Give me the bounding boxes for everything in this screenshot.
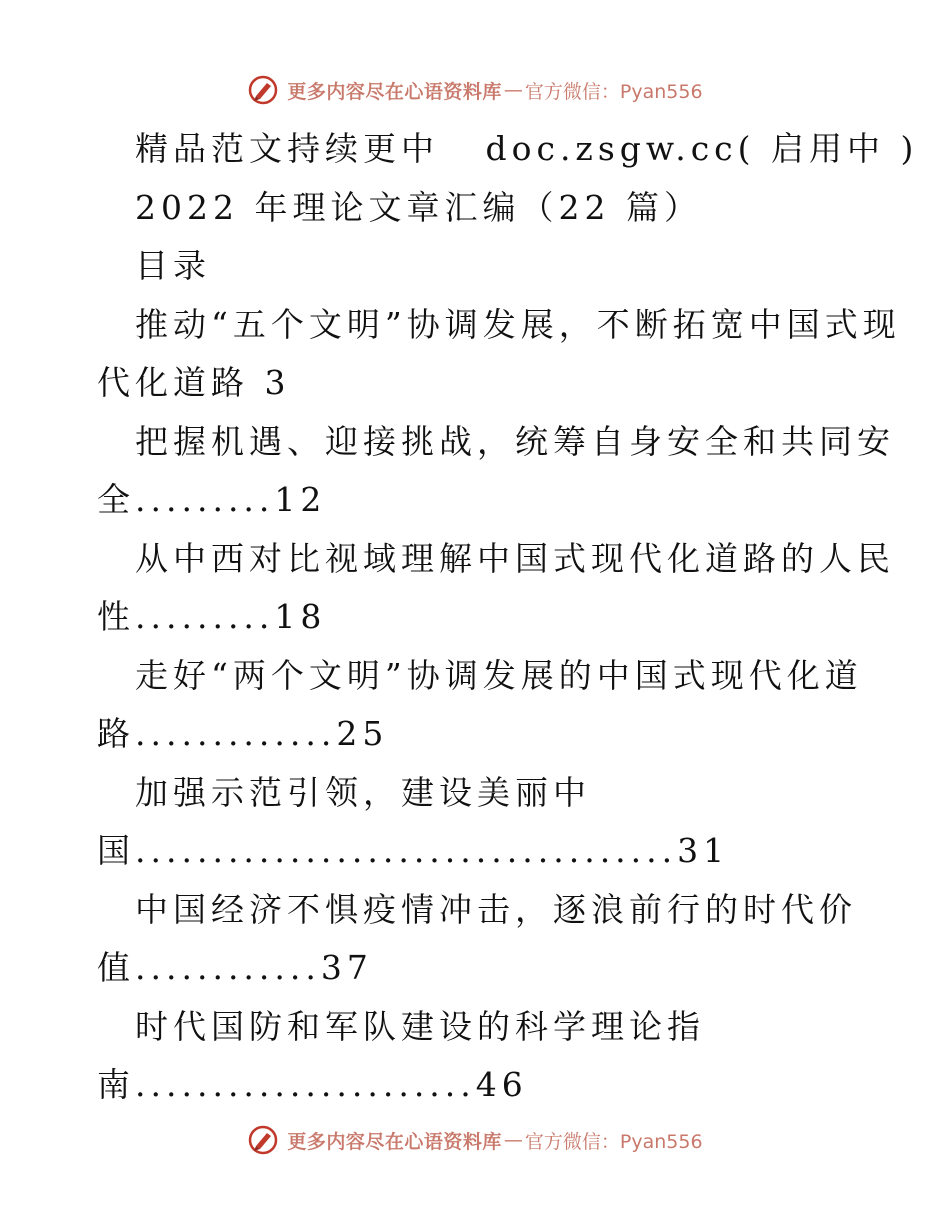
toc-entry-continuation: 路.............25 bbox=[97, 714, 389, 753]
toc-entry-continuation: 南......................46 bbox=[97, 1065, 528, 1104]
footer-watermark bbox=[0, 1120, 950, 1160]
header-watermark bbox=[0, 70, 950, 110]
toc-entry-continuation: 国...................................31 bbox=[97, 831, 730, 870]
toc-entry: 时代国防和军队建设的科学理论指 bbox=[135, 1006, 705, 1046]
toc-entry-continuation: 代化道路 3 bbox=[97, 363, 291, 402]
pen-logo-icon bbox=[247, 74, 279, 106]
toc-entry-continuation: 值............37 bbox=[97, 948, 373, 987]
watermark-separator: — bbox=[503, 1129, 523, 1151]
toc-entry: 推动“五个文明”协调发展，不断拓宽中国式现 bbox=[135, 304, 901, 344]
doc-line: 精品范文持续更中 doc.zsgw.cc( 启用中 ) bbox=[135, 129, 919, 168]
toc-entry: 中国经济不惧疫情冲击，逐浪前行的时代价 bbox=[135, 889, 857, 929]
toc-entry: 加强示范引领，建设美丽中 bbox=[135, 772, 591, 812]
toc-entry-continuation: 全.........12 bbox=[97, 480, 327, 519]
toc-entry: 把握机遇、迎接挑战，统筹自身安全和共同安 bbox=[135, 421, 895, 461]
watermark-site: 更多内容尽在心语资料库 bbox=[287, 1130, 502, 1153]
toc-heading: 目录 bbox=[135, 246, 211, 285]
watermark-separator: — bbox=[503, 79, 523, 101]
watermark-contact: 官方微信：Pyan556 bbox=[524, 1130, 703, 1153]
toc-entry: 从中西对比视域理解中国式现代化道路的人民 bbox=[135, 538, 895, 578]
toc-entry-continuation: 性.........18 bbox=[97, 597, 327, 636]
document-body bbox=[97, 120, 919, 1115]
watermark-contact: 官方微信：Pyan556 bbox=[524, 80, 703, 103]
pen-logo-icon bbox=[247, 1124, 279, 1156]
toc-entry: 走好“两个文明”协调发展的中国式现代化道 bbox=[135, 655, 863, 695]
watermark-site: 更多内容尽在心语资料库 bbox=[287, 80, 502, 103]
doc-title: 2022 年理论文章汇编（22 篇） bbox=[135, 187, 702, 227]
